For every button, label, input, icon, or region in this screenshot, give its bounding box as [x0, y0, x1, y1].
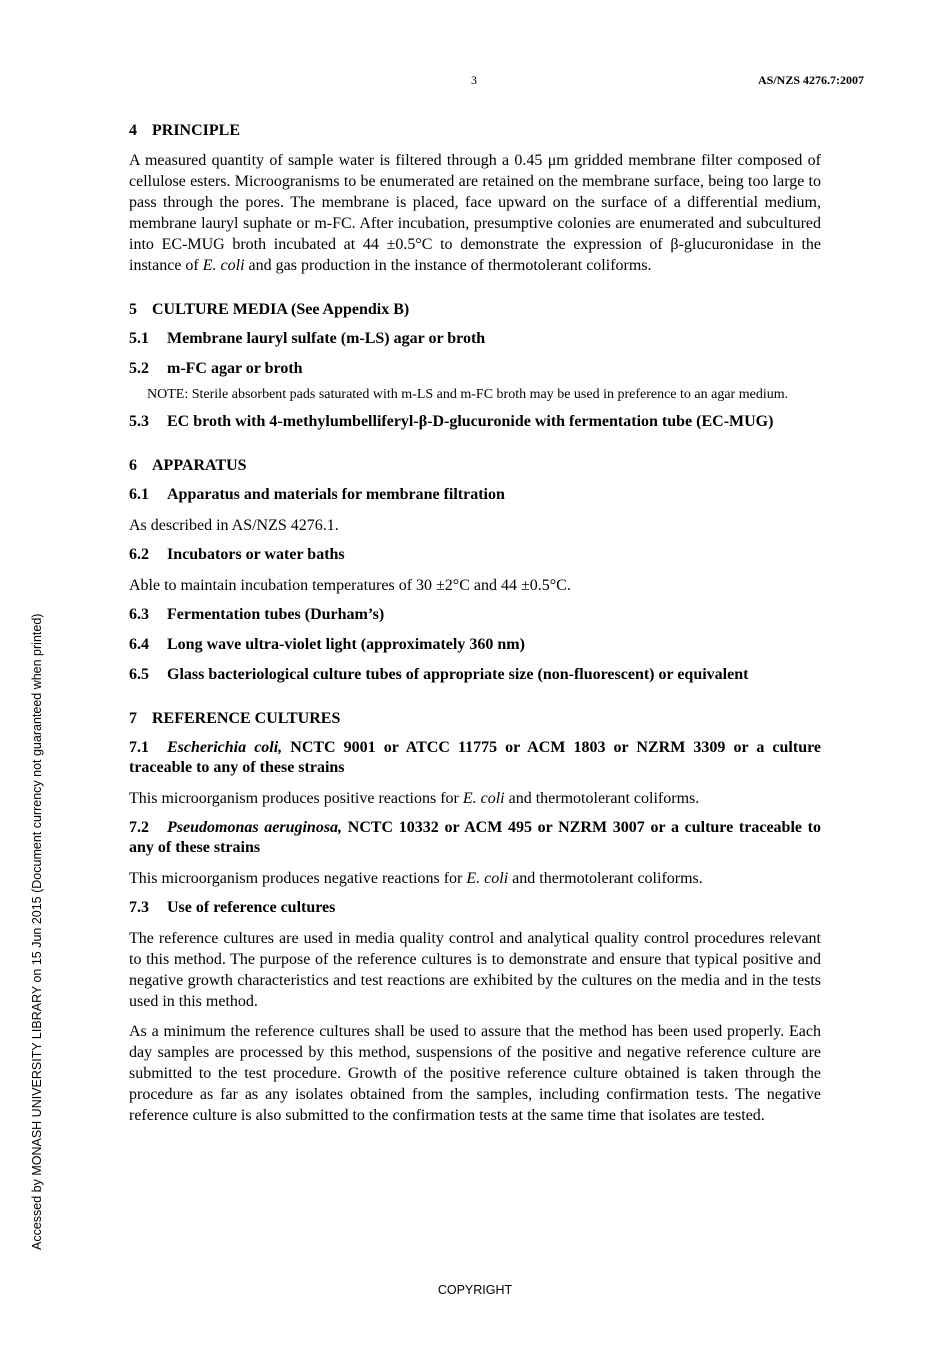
subsection-6-2-text: Able to maintain incubation temperatures of 30 ±2°C and 44 ±0.5°C.: [129, 577, 571, 594]
page-number: 3: [471, 73, 477, 87]
section-number: 4: [129, 122, 137, 139]
subsection-title: NCTC 9001 or ATCC 11775 or ACM 1803 or NZRM 3309 or a culture traceable to any of these strains: [129, 739, 822, 776]
subsection-number: 6.3: [129, 606, 149, 623]
subsection-number: 5.3: [129, 413, 149, 430]
reaction-text: This microorganism produces negative reactions for: [129, 870, 463, 887]
reaction-text-end: and thermotolerant coliforms.: [512, 870, 703, 887]
subsection-title: Glass bacteriological culture tubes of appropriate size (non-fluorescent) or equivalent: [167, 666, 749, 683]
section-number: 5: [129, 301, 137, 318]
subsection-title: Fermentation tubes (Durham’s): [167, 606, 385, 623]
reaction-text: This microorganism produces positive reactions for: [129, 790, 459, 807]
subsection-6-2-heading: [129, 545, 821, 565]
subsection-number: 6.4: [129, 636, 149, 653]
subsection-number: 6.2: [129, 546, 149, 563]
subsection-7-3-heading: [129, 898, 821, 918]
principle-text: A measured quantity of sample water is filtered through a 0.45 μm gridded membrane filter composed of cellulose esters. Microogranisms to be enumerated are retained on the membrane surface, being too large to pass through the pores. The membrane is placed, face upward on the surface of a differential medium, membrane lauryl suphate or m-FC. After incubation, presumptive colonies are enumerated and subcultured into EC-MUG broth incubated at 44 ±0.5°C to demonstrate the expression of β-glucuronidase in the instance of: [129, 152, 821, 274]
principle-paragraph: [129, 150, 821, 276]
standard-code: AS/NZS 4276.7:2007: [757, 73, 864, 87]
section-5-heading: [129, 300, 821, 320]
species-name: E. coli: [462, 790, 505, 807]
document-body: [129, 121, 821, 1135]
copyright-footer: COPYRIGHT: [437, 1283, 513, 1297]
subsection-number: 5.1: [129, 330, 149, 347]
reference-cultures-paragraph-2: As a minimum the reference cultures shall be used to assure that the method has been used properly. Each day samples are processed by this method, suspensions of the positive and negative reference culture are submitted to the test procedure. Growth of the positive reference culture obtained is taken through the procedure as far as any isolates obtained from the samples, including confirmation tests. The negative reference culture is also submitted to the confirmation tests at the same time that isolates are tested.: [129, 1023, 821, 1124]
subsection-7-2-text: [129, 868, 821, 889]
reference-cultures-paragraph-1: The reference cultures are used in media quality control and analytical quality control procedures relevant to this method. The purpose of the reference cultures is to demonstrate and ensure that typical positive and negative growth characteristics and test reactions are exhibited by the cultures on the media and in the tests used in this method.: [129, 930, 821, 1010]
section-4-heading: [129, 121, 821, 141]
subsection-5-1-heading: [129, 329, 821, 349]
section-number: 7: [129, 710, 137, 727]
organism-name: Pseudomonas aeruginosa,: [167, 819, 343, 836]
subsection-7-1-text: [129, 788, 821, 809]
subsection-title: Use of reference cultures: [167, 899, 336, 916]
subsection-number: 7.1: [129, 739, 149, 756]
media-note: NOTE: Sterile absorbent pads saturated with m-LS and m-FC broth may be used in preference to an agar medium.: [147, 387, 789, 402]
subsection-title: m-FC agar or broth: [167, 360, 303, 377]
section-number: 6: [129, 457, 137, 474]
access-notice: Accessed by MONASH UNIVERSITY LIBRARY on 15 Jun 2015 (Document currency not guaranteed when printed): [30, 613, 44, 1250]
subsection-7-2-heading: [129, 818, 821, 858]
subsection-6-1-text: As described in AS/NZS 4276.1.: [129, 517, 339, 534]
subsection-title: NCTC 10332 or ACM 495 or NZRM 3007 or a culture traceable to any of these strains: [129, 819, 822, 856]
subsection-number: 6.5: [129, 666, 149, 683]
species-name: E. coli: [202, 257, 245, 274]
organism-name: Escherichia coli,: [167, 739, 283, 756]
subsection-number: 6.1: [129, 486, 149, 503]
subsection-title: Membrane lauryl sulfate (m-LS) agar or broth: [167, 330, 486, 347]
subsection-number: 7.2: [129, 819, 149, 836]
section-7-heading: [129, 709, 821, 729]
subsection-number: 7.3: [129, 899, 149, 916]
subsection-title: Apparatus and materials for membrane filtration: [167, 486, 505, 503]
subsection-title: Long wave ultra-violet light (approximately 360 nm): [167, 636, 525, 653]
subsection-7-1-heading: [129, 738, 821, 778]
subsection-title: Incubators or water baths: [167, 546, 345, 563]
reaction-text-end: and thermotolerant coliforms.: [508, 790, 700, 807]
species-name: E. coli: [466, 870, 509, 887]
section-title: PRINCIPLE: [152, 122, 241, 139]
subsection-6-1-heading: [129, 485, 821, 505]
subsection-6-4-heading: [129, 635, 821, 655]
subsection-title: EC broth with 4-methylumbelliferyl-β-D-glucuronide with fermentation tube (EC-MUG): [167, 413, 774, 430]
subsection-5-2-heading: [129, 359, 821, 379]
principle-text-end: and gas production in the instance of thermotolerant coliforms.: [248, 257, 652, 274]
section-title: CULTURE MEDIA (See Appendix B): [152, 301, 410, 318]
subsection-number: 5.2: [129, 360, 149, 377]
section-6-heading: [129, 456, 821, 476]
subsection-6-3-heading: [129, 605, 821, 625]
subsection-5-3-heading: [129, 412, 821, 432]
subsection-6-5-heading: [129, 665, 821, 685]
section-title: REFERENCE CULTURES: [152, 710, 341, 727]
section-title: APPARATUS: [152, 457, 247, 474]
